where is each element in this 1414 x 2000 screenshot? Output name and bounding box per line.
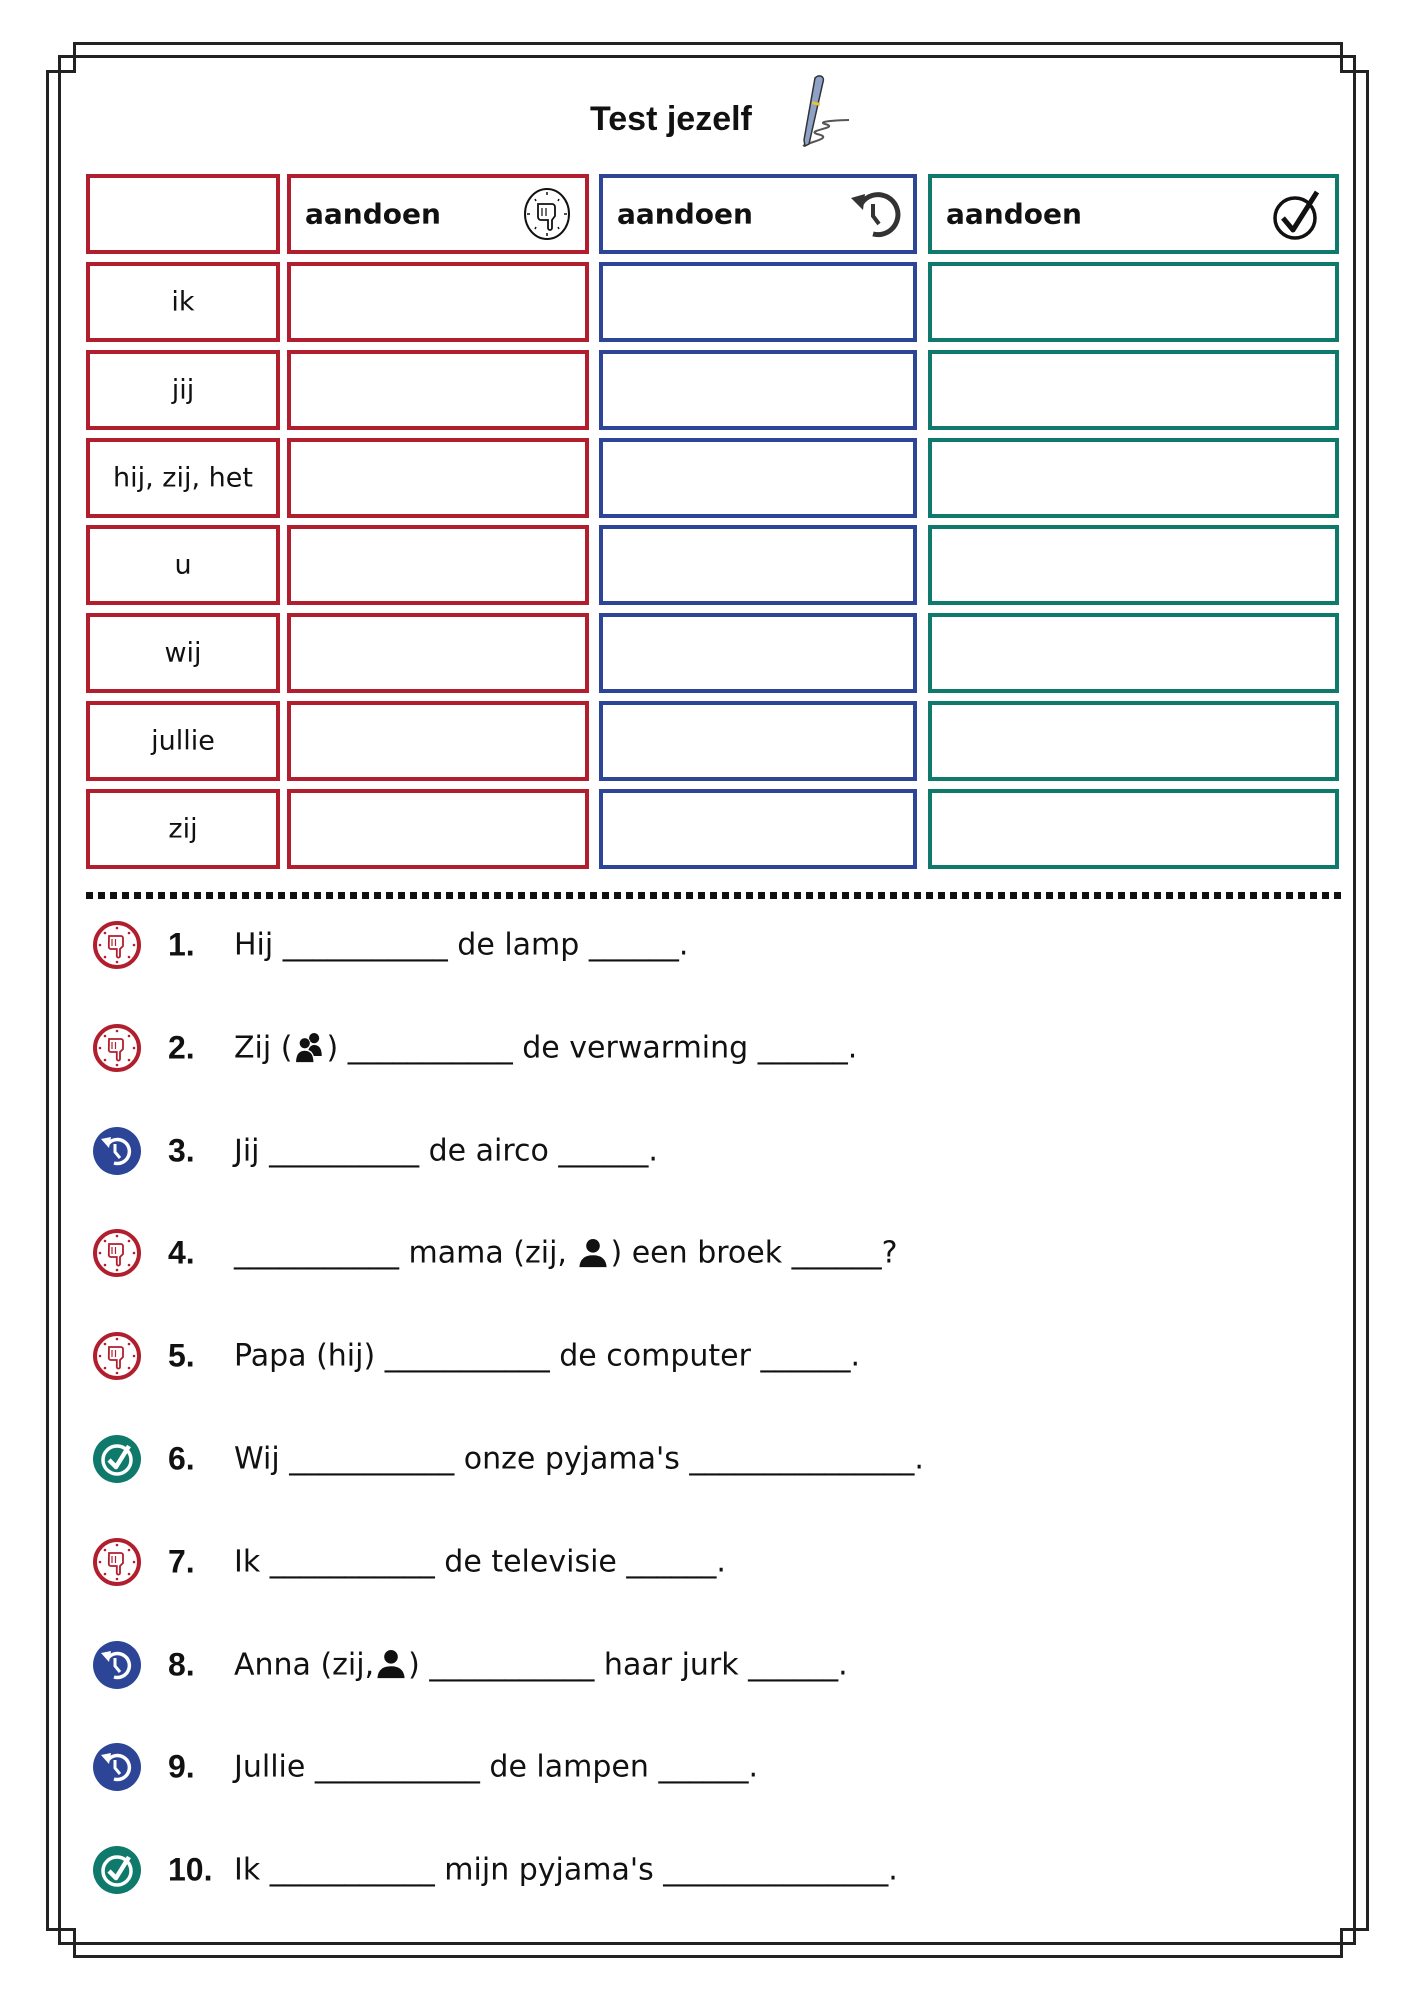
- exercise-item: [90, 915, 1340, 975]
- sentence-text: Zij (: [234, 1030, 293, 1066]
- answer-cell-perfect[interactable]: [928, 525, 1339, 605]
- answer-blank[interactable]: ______: [748, 1647, 839, 1683]
- header-verb-label: aandoen: [946, 197, 1082, 231]
- answer-blank[interactable]: ______: [588, 927, 679, 963]
- answer-blank[interactable]: ___________: [314, 1749, 480, 1785]
- header-cell-past: [599, 174, 917, 254]
- present-tense-icon: [92, 1537, 142, 1587]
- past-tense-icon: [92, 1742, 142, 1792]
- exercise-sentence: [234, 1236, 898, 1271]
- answer-cell-perfect[interactable]: [928, 789, 1339, 869]
- exercise-item: [90, 1018, 1340, 1078]
- pronoun-label: hij, zij, het: [113, 462, 253, 494]
- exercise-number: 6.: [168, 1440, 195, 1477]
- sentence-text: ): [326, 1030, 348, 1066]
- answer-blank[interactable]: ______: [760, 1338, 851, 1374]
- group-people-icon: [292, 1031, 326, 1065]
- pronoun-cell: [86, 701, 280, 781]
- frame-line: [46, 70, 49, 1930]
- pronoun-cell: [86, 262, 280, 342]
- pen-writing-icon: [795, 72, 875, 152]
- exercise-number: 4.: [168, 1234, 195, 1271]
- exercise-sentence: [234, 928, 688, 963]
- answer-blank[interactable]: _______________: [663, 1852, 889, 1888]
- answer-blank[interactable]: ___________: [289, 1441, 455, 1477]
- perfect-tense-icon: [92, 1434, 142, 1484]
- sentence-text: haar jurk: [594, 1647, 749, 1683]
- sentence-text: .: [838, 1647, 848, 1683]
- answer-cell-perfect[interactable]: [928, 701, 1339, 781]
- answer-blank[interactable]: ___________: [384, 1338, 550, 1374]
- frame-line: [46, 1928, 76, 1931]
- pronoun-cell: [86, 438, 280, 518]
- past-tense-icon: [92, 1126, 142, 1176]
- answer-cell-past[interactable]: [599, 438, 917, 518]
- answer-blank[interactable]: ___________: [269, 1544, 435, 1580]
- pronoun-label: jullie: [151, 725, 215, 757]
- sentence-text: ?: [881, 1235, 898, 1271]
- sentence-text: Anna (zij,: [234, 1647, 375, 1683]
- answer-blank[interactable]: ______: [558, 1133, 649, 1169]
- header-cell-present: [287, 174, 589, 254]
- sentence-text: .: [648, 1133, 658, 1169]
- check-circle-icon: [1269, 186, 1325, 242]
- answer-blank[interactable]: ______: [658, 1749, 749, 1785]
- answer-blank[interactable]: ___________: [429, 1647, 595, 1683]
- exercise-number: 9.: [168, 1748, 195, 1785]
- exercise-item: [90, 1737, 1340, 1797]
- page-title: Test jezelf: [590, 100, 752, 138]
- header-cell-perfect: [928, 174, 1339, 254]
- exercise-item: [90, 1223, 1340, 1283]
- header-cell-pronoun: [86, 174, 280, 254]
- answer-cell-present[interactable]: [287, 438, 589, 518]
- sentence-text: .: [716, 1544, 726, 1580]
- answer-cell-present[interactable]: [287, 350, 589, 430]
- sentence-text: de computer: [549, 1338, 761, 1374]
- exercise-number: 1.: [168, 926, 195, 963]
- dotted-separator: [86, 892, 1342, 899]
- answer-blank[interactable]: ______: [626, 1544, 717, 1580]
- sentence-text: Hij: [234, 927, 283, 963]
- sentence-text: de lamp: [447, 927, 589, 963]
- perfect-tense-icon: [92, 1845, 142, 1895]
- frame-line: [1340, 42, 1343, 72]
- header-verb-label: aandoen: [617, 197, 753, 231]
- sentence-text: Jullie: [234, 1749, 315, 1785]
- answer-blank[interactable]: _______________: [689, 1441, 915, 1477]
- answer-cell-past[interactable]: [599, 701, 917, 781]
- answer-blank[interactable]: ___________: [347, 1030, 513, 1066]
- pronoun-cell: [86, 525, 280, 605]
- exercise-sentence: [234, 1442, 924, 1477]
- exercise-item: [90, 1121, 1340, 1181]
- exercise-sentence: [234, 1853, 898, 1888]
- sentence-text: de lampen: [479, 1749, 659, 1785]
- frame-line: [73, 42, 1343, 45]
- single-person-icon: [576, 1236, 610, 1270]
- answer-cell-present[interactable]: [287, 701, 589, 781]
- sentence-text: .: [914, 1441, 924, 1477]
- frame-line: [58, 55, 1356, 58]
- exercise-number: 8.: [168, 1646, 195, 1683]
- answer-blank[interactable]: ______: [757, 1030, 848, 1066]
- answer-blank[interactable]: ___________: [234, 1235, 399, 1271]
- sentence-text: mama (zij,: [399, 1235, 577, 1271]
- pronoun-cell: [86, 350, 280, 430]
- past-tense-icon: [92, 1640, 142, 1690]
- answer-blank[interactable]: __________: [269, 1133, 420, 1169]
- answer-cell-present[interactable]: [287, 525, 589, 605]
- answer-blank[interactable]: ___________: [269, 1852, 435, 1888]
- frame-line: [73, 1955, 1343, 1958]
- history-clock-icon: [847, 186, 903, 242]
- answer-blank[interactable]: ______: [791, 1235, 882, 1271]
- sentence-text: ) een broek: [610, 1235, 792, 1271]
- exercise-item: [90, 1840, 1340, 1900]
- sentence-text: mijn pyjama's: [434, 1852, 664, 1888]
- exercise-item: [90, 1429, 1340, 1489]
- exercise-sentence: [234, 1647, 848, 1682]
- exercise-number: 2.: [168, 1029, 195, 1066]
- answer-cell-perfect[interactable]: [928, 613, 1339, 693]
- exercise-sentence: [234, 1750, 758, 1785]
- present-tense-icon: [92, 1023, 142, 1073]
- pronoun-label: u: [174, 549, 192, 581]
- sentence-text: Papa (hij): [234, 1338, 385, 1374]
- clock-pointing-hand-icon: [519, 186, 575, 242]
- answer-cell-present[interactable]: [287, 789, 589, 869]
- sentence-text: Wij: [234, 1441, 290, 1477]
- frame-line: [58, 55, 61, 1945]
- frame-line: [1340, 1928, 1369, 1931]
- frame-line: [1340, 1928, 1343, 1958]
- exercise-item: [90, 1532, 1340, 1592]
- answer-blank[interactable]: ___________: [282, 927, 448, 963]
- exercise-sentence: [234, 1339, 860, 1374]
- exercise-number: 7.: [168, 1543, 195, 1580]
- single-person-icon: [374, 1648, 408, 1682]
- exercise-item: [90, 1326, 1340, 1386]
- answer-cell-past[interactable]: [599, 525, 917, 605]
- sentence-text: ): [408, 1647, 430, 1683]
- sentence-text: .: [847, 1030, 858, 1066]
- pronoun-label: wij: [164, 637, 202, 669]
- answer-cell-past[interactable]: [599, 613, 917, 693]
- sentence-text: .: [678, 927, 689, 963]
- sentence-text: de televisie: [434, 1544, 627, 1580]
- header-verb-label: aandoen: [305, 197, 441, 231]
- present-tense-icon: [92, 1331, 142, 1381]
- exercise-sentence: [234, 1030, 857, 1065]
- answer-cell-perfect[interactable]: [928, 350, 1339, 430]
- frame-line: [1353, 55, 1356, 1945]
- exercise-number: 3.: [168, 1132, 195, 1169]
- sentence-text: onze pyjama's: [454, 1441, 690, 1477]
- pronoun-label: zij: [168, 813, 198, 845]
- pronoun-cell: [86, 789, 280, 869]
- answer-cell-perfect[interactable]: [928, 438, 1339, 518]
- pronoun-label: ik: [171, 286, 195, 318]
- answer-cell-present[interactable]: [287, 262, 589, 342]
- pronoun-label: jij: [171, 374, 195, 406]
- present-tense-icon: [92, 920, 142, 970]
- frame-line: [46, 70, 76, 73]
- sentence-text: .: [888, 1852, 898, 1888]
- exercise-sentence: [234, 1133, 658, 1168]
- sentence-text: de airco: [419, 1133, 559, 1169]
- answer-cell-perfect[interactable]: [928, 262, 1339, 342]
- answer-cell-past[interactable]: [599, 262, 917, 342]
- present-tense-icon: [92, 1228, 142, 1278]
- sentence-text: Ik: [234, 1544, 270, 1580]
- frame-line: [73, 42, 76, 72]
- sentence-text: .: [850, 1338, 861, 1374]
- sentence-text: Ik: [234, 1852, 270, 1888]
- frame-line: [58, 1942, 1356, 1945]
- exercise-number: 10.: [168, 1851, 213, 1888]
- answer-cell-past[interactable]: [599, 350, 917, 430]
- exercise-sentence: [234, 1544, 726, 1579]
- sentence-text: .: [748, 1749, 758, 1785]
- exercise-item: [90, 1635, 1340, 1695]
- sentence-text: Jij: [234, 1133, 270, 1169]
- frame-line: [1366, 70, 1369, 1930]
- sentence-text: de verwarming: [512, 1030, 758, 1066]
- pronoun-cell: [86, 613, 280, 693]
- answer-cell-past[interactable]: [599, 789, 917, 869]
- answer-cell-present[interactable]: [287, 613, 589, 693]
- exercise-number: 5.: [168, 1337, 195, 1374]
